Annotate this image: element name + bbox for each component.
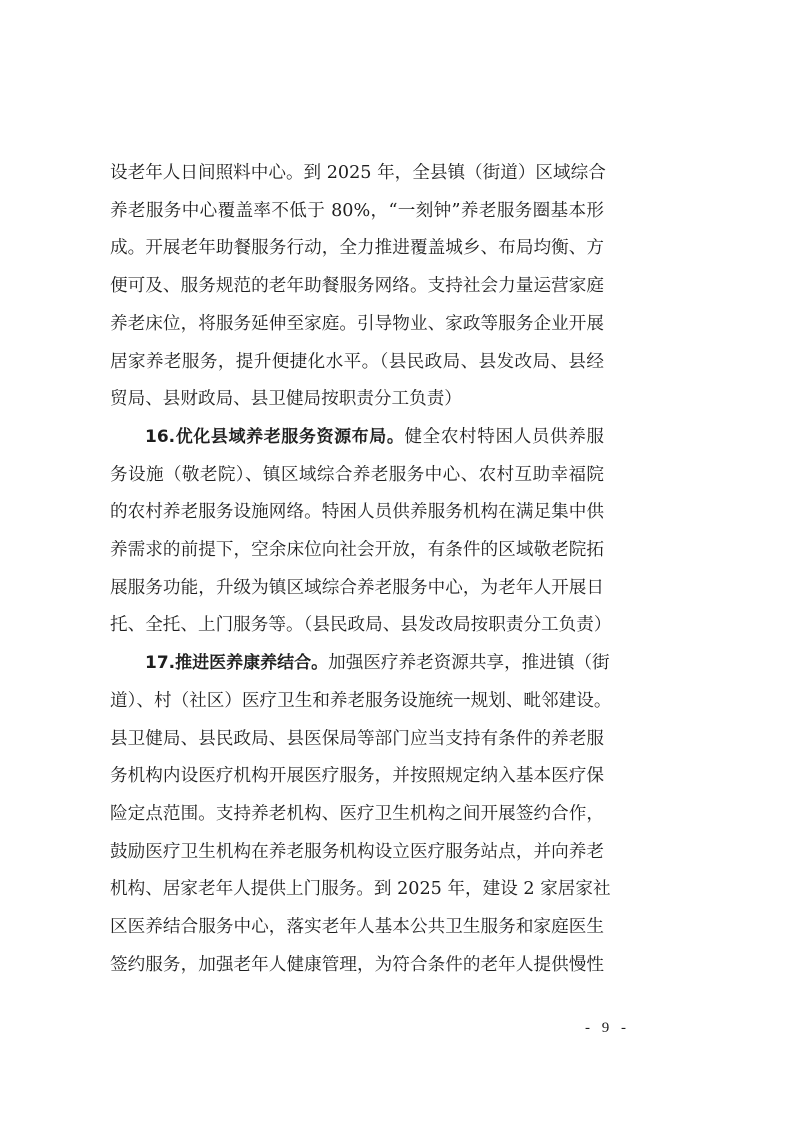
line-text: 健全农村特困人员供养服 bbox=[404, 426, 604, 447]
section-heading-line bbox=[145, 422, 604, 452]
line-text: 区医养结合服务中心，落实老年人基本公共卫生服务和家庭医生 bbox=[110, 917, 604, 937]
section-heading: 17.推进医养康养结合。 bbox=[145, 653, 329, 674]
body-text-line bbox=[110, 724, 604, 754]
page-number: - 9 - bbox=[585, 1020, 630, 1036]
section-heading-line bbox=[145, 648, 610, 678]
line-text: 养老床位，将服务延伸至家庭。引导物业、家政等服务企业开展 bbox=[110, 313, 604, 334]
body-text-line bbox=[110, 761, 604, 791]
line-text: 设老年人日间照料中心。到 2025 年，全县镇（街道）区域综合 bbox=[110, 163, 606, 183]
body-text-line bbox=[110, 912, 604, 942]
body-text-line bbox=[110, 799, 604, 829]
body-text-line bbox=[110, 271, 604, 301]
body-text-line bbox=[110, 460, 604, 490]
line-text: 县卫健局、县民政局、县医保局等部门应当支持有条件的养老服 bbox=[110, 728, 604, 749]
section-heading: 16.优化县域养老服务资源布局。 bbox=[145, 426, 405, 447]
body-text-line bbox=[110, 535, 604, 565]
line-text: 养老服务中心覆盖率不低于 80%，“一刻钟”养老服务圈基本形 bbox=[110, 200, 604, 221]
line-text: 务设施（敬老院）、镇区域综合养老服务中心、农村互助幸福院 bbox=[110, 464, 604, 485]
body-text-line bbox=[110, 573, 604, 603]
body-text-line bbox=[110, 347, 604, 377]
line-text: 鼓励医疗卫生机构在养老服务机构设立医疗服务站点，并向养老 bbox=[110, 841, 604, 862]
body-text-line bbox=[110, 309, 604, 339]
body-text-line bbox=[110, 384, 604, 414]
body-text-line bbox=[110, 158, 604, 188]
line-text: 托、全托、上门服务等。（县民政局、县发改局按职责分工负责） bbox=[110, 615, 612, 636]
line-text: 成。开展老年助餐服务行动，全力推进覆盖城乡、布局均衡、方 bbox=[110, 238, 604, 259]
line-text: 便可及、服务规范的老年助餐服务网络。支持社会力量运营家庭 bbox=[110, 276, 604, 297]
body-text-line bbox=[110, 497, 604, 527]
body-text-line bbox=[110, 837, 604, 867]
line-text: 务机构内设医疗机构开展医疗服务，并按照规定纳入基本医疗保 bbox=[110, 766, 604, 787]
line-text: 签约服务，加强老年人健康管理，为符合条件的老年人提供慢性 bbox=[110, 954, 604, 975]
line-text: 机构、居家老年人提供上门服务。到 2025 年，建设 2 家居家社 bbox=[110, 879, 611, 900]
line-text: 险定点范围。支持养老机构、医疗卫生机构之间开展签约合作， bbox=[110, 803, 604, 824]
line-text: 展服务功能，升级为镇区域综合养老服务中心，为老年人开展日 bbox=[110, 577, 604, 598]
body-text-line bbox=[110, 874, 611, 904]
body-text-line bbox=[110, 233, 604, 263]
body-text-line bbox=[110, 196, 604, 226]
line-text: 的农村养老服务设施网络。特困人员供养服务机构在满足集中供 bbox=[110, 502, 604, 523]
body-text-line bbox=[110, 610, 612, 640]
body-text-line bbox=[110, 950, 604, 980]
line-text: 加强医疗养老资源共享，推进镇（街 bbox=[328, 653, 610, 674]
line-text: 养需求的前提下，空余床位向社会开放，有条件的区域敬老院拓 bbox=[110, 540, 604, 560]
body-text-line bbox=[110, 686, 612, 716]
line-text: 贸局、县财政局、县卫健局按职责分工负责） bbox=[110, 389, 462, 410]
line-text: 道）、村（社区）医疗卫生和养老服务设施统一规划、毗邻建设。 bbox=[110, 690, 612, 711]
line-text: 居家养老服务，提升便捷化水平。（县民政局、县发改局、县经 bbox=[110, 351, 604, 372]
